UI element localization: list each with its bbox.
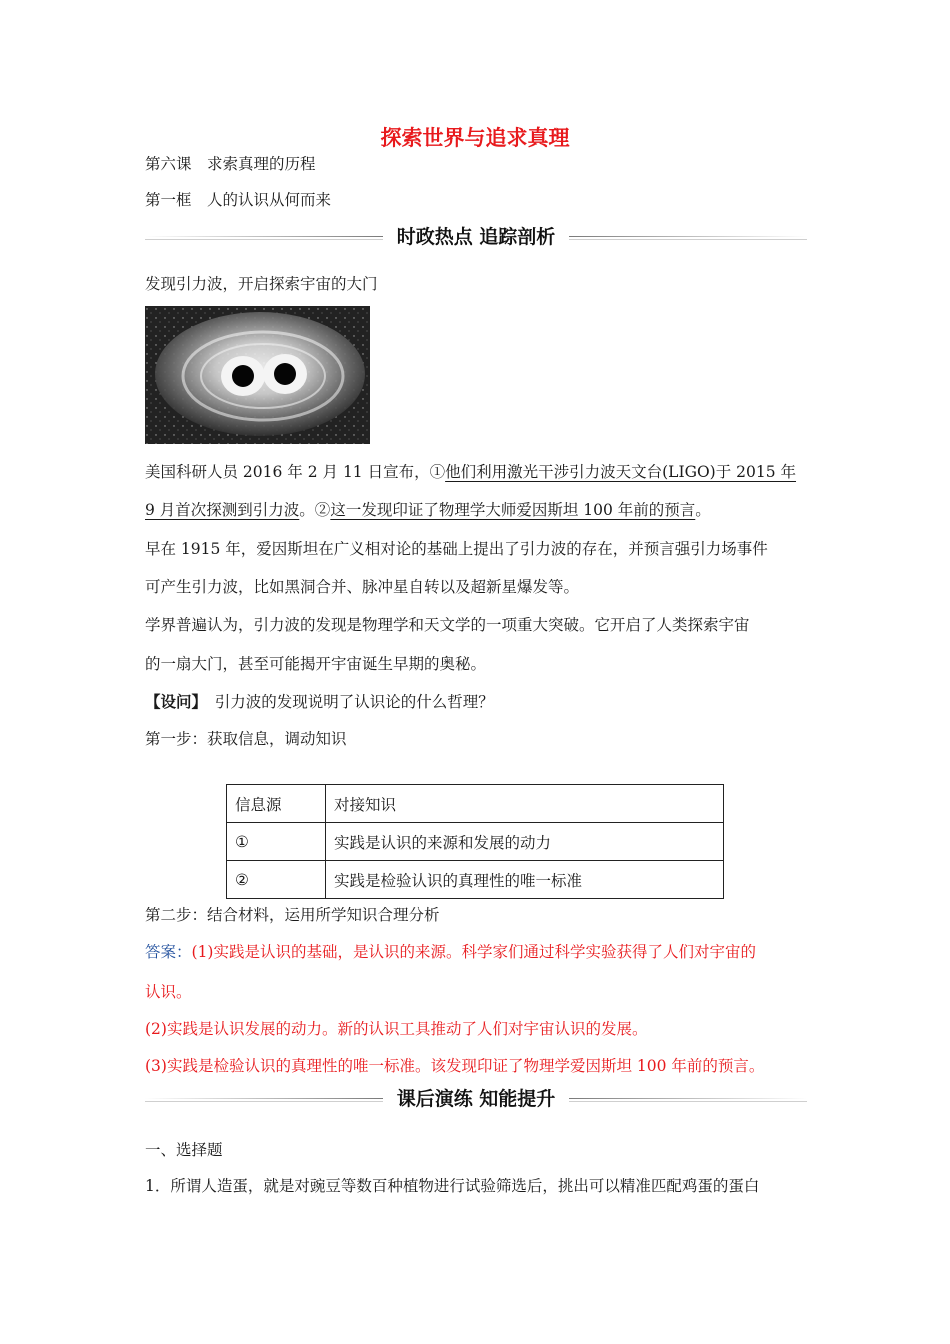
- table-row: [227, 861, 724, 899]
- banner-label: 时政热点 追踪剖析: [396, 226, 556, 248]
- banner-rule-right-thin: [569, 239, 807, 240]
- step-2: 第二步：结合材料，运用所学知识合理分析: [145, 906, 440, 924]
- answer-line-1b: 认识。: [145, 983, 192, 1001]
- para1-underline-1b: 9 月首次探测到引力波: [145, 501, 300, 519]
- table-cell: 实践是检验认识的真理性的唯一标准: [326, 861, 724, 899]
- table-header-source: 信息源: [227, 785, 326, 823]
- table-cell: ①: [227, 823, 326, 861]
- table-cell: 实践是认识的来源和发展的动力: [326, 823, 724, 861]
- paragraph-2-line-2: 可产生引力波，比如黑洞合并、脉冲星自转以及超新星爆发等。: [145, 578, 580, 596]
- table-header-row: [227, 785, 724, 823]
- paragraph-3-line-2: 的一扇大门，甚至可能揭开宇宙诞生早期的奥秘。: [145, 655, 487, 673]
- para1-mid: 。②: [299, 501, 331, 519]
- info-table: [226, 784, 724, 899]
- answer-line-3: (3)实践是检验认识的真理性的唯一标准。该发现印证了物理学爱因斯坦 100 年前的预言。: [145, 1057, 765, 1075]
- banner-rule-right-thin: [569, 1101, 807, 1102]
- news-title: 发现引力波，开启探索宇宙的大门: [145, 275, 378, 293]
- banner-rule-left-thin: [145, 239, 383, 240]
- black-holes-merging-photo: [145, 306, 370, 444]
- para1-underline-1a: 他们利用激光干涉引力波天文台(LIGO)于 2015 年: [445, 463, 797, 481]
- para1-end: 。: [695, 501, 711, 519]
- section-choice-questions: 一、选择题: [145, 1141, 223, 1159]
- table-header-knowledge: 对接知识: [326, 785, 724, 823]
- banner-rule-left: [145, 1098, 383, 1099]
- banner-rule-left-thin: [145, 1101, 383, 1102]
- banner-rule-right: [569, 236, 807, 237]
- answer-label: 答案：: [145, 943, 192, 961]
- paragraph-3-line-1: 学界普遍认为，引力波的发现是物理学和天文学的一项重大突破。它开启了人类探索宇宙: [145, 616, 750, 634]
- banner-label: 课后演练 知能提升: [396, 1088, 556, 1110]
- question-1: 1．所谓人造蛋，就是对豌豆等数百种植物进行试验筛选后，挑出可以精准匹配鸡蛋的蛋白: [145, 1177, 760, 1195]
- doc-title: 探索世界与追求真理: [380, 126, 570, 150]
- banner-hot-topics: [145, 222, 807, 252]
- frame-heading: 第一框 人的认识从何而来: [145, 191, 332, 209]
- paragraph-2-line-1: 早在 1915 年，爱因斯坦在广义相对论的基础上提出了引力波的存在，并预言强引力场事件: [145, 540, 768, 558]
- paragraph-1-line-2: [145, 498, 711, 520]
- paragraph-1-line-1: [145, 460, 796, 482]
- question-text: 引力波的发现说明了认识论的什么哲理？: [199, 693, 494, 711]
- answer-line-2: (2)实践是认识发展的动力。新的认识工具推动了人们对宇宙认识的发展。: [145, 1020, 648, 1038]
- para1-lead: 美国科研人员 2016 年 2 月 11 日宣布，①: [145, 463, 446, 481]
- answer-line-1: [145, 940, 756, 962]
- question-tag: 【设问】: [145, 692, 200, 711]
- banner-rule-right: [569, 1098, 807, 1099]
- banner-rule-left: [145, 236, 383, 237]
- table-cell: ②: [227, 861, 326, 899]
- question-line: [145, 690, 494, 712]
- step-1: 第一步：获取信息，调动知识: [145, 730, 347, 748]
- answer-1a: (1)实践是认识的基础，是认识的来源。科学家们通过科学实验获得了人们对宇宙的: [191, 943, 756, 961]
- para1-underline-2: 这一发现印证了物理学大师爱因斯坦 100 年前的预言: [330, 501, 696, 519]
- banner-practice: [145, 1084, 807, 1114]
- table-row: [227, 823, 724, 861]
- lesson-heading: 第六课 求索真理的历程: [145, 155, 316, 173]
